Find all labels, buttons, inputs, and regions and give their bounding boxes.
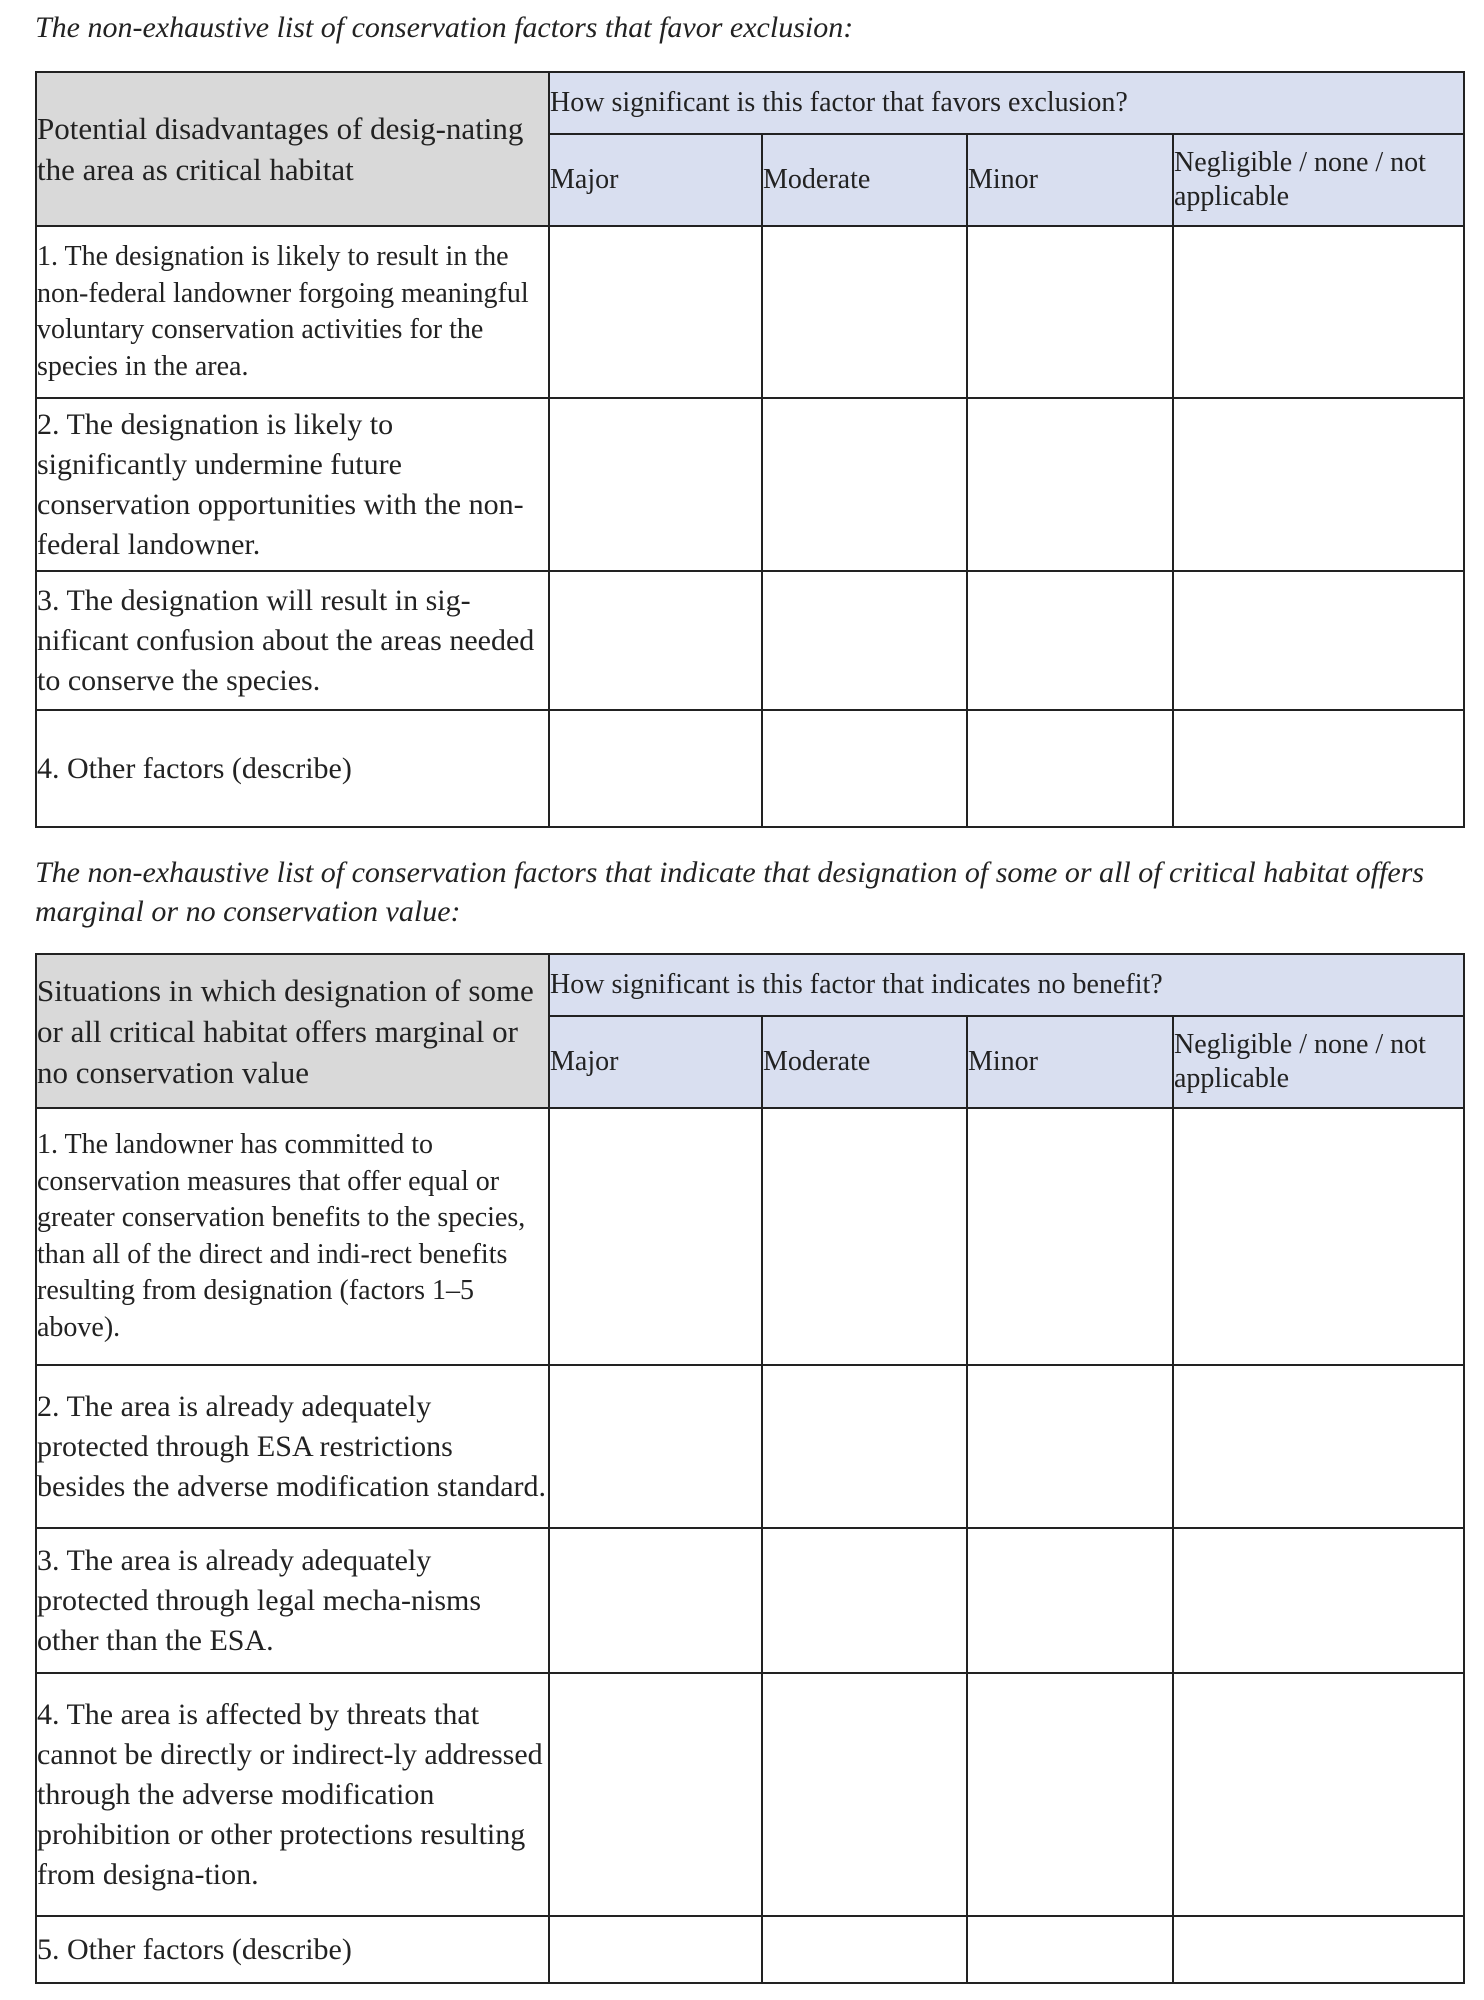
rating-cell-moderate[interactable]	[762, 398, 967, 571]
rating-cell-moderate[interactable]	[762, 1528, 967, 1673]
rating-cell-moderate[interactable]	[762, 1916, 967, 1983]
rating-cell-negligible[interactable]	[1173, 1916, 1464, 1983]
column-moderate: Moderate	[762, 134, 967, 226]
rating-cell-negligible[interactable]	[1173, 710, 1464, 827]
rating-cell-negligible[interactable]	[1173, 1108, 1464, 1365]
exclusion-factors-table	[35, 71, 1465, 828]
factor-label: 3. The designation will result in sig-nificant confusion about the areas needed to conserve the species.	[36, 571, 549, 710]
no-value-caption: The non-exhaustive list of conservation factors that indicate that designation of some or all of critical habitat offers marginal or no conservation value:	[35, 856, 1425, 928]
column-minor: Minor	[967, 1016, 1173, 1108]
rating-cell-minor[interactable]	[967, 1528, 1173, 1673]
factor-label: 2. The area is already adequately protected through ESA restrictions besides the adverse modification standard.	[36, 1365, 549, 1528]
significance-question: How significant is this factor that indicates no benefit?	[549, 954, 1464, 1016]
table-row	[36, 1528, 1464, 1673]
rating-cell-minor[interactable]	[967, 571, 1173, 710]
rating-cell-minor[interactable]	[967, 226, 1173, 398]
rating-cell-major[interactable]	[549, 226, 762, 398]
rating-cell-negligible[interactable]	[1173, 226, 1464, 398]
row-header-title: Situations in which designation of some or all critical habitat offers marginal or no conservation value	[36, 954, 549, 1108]
rating-cell-minor[interactable]	[967, 710, 1173, 827]
column-minor: Minor	[967, 134, 1173, 226]
rating-cell-minor[interactable]	[967, 398, 1173, 571]
column-negligible: Negligible / none / not applicable	[1173, 1016, 1464, 1108]
column-major: Major	[549, 134, 762, 226]
rating-cell-minor[interactable]	[967, 1916, 1173, 1983]
rating-cell-major[interactable]	[549, 1916, 762, 1983]
exclusion-caption: The non-exhaustive list of conservation factors that favor exclusion:	[35, 11, 854, 44]
table-row	[36, 398, 1464, 571]
significance-question: How significant is this factor that favors exclusion?	[549, 72, 1464, 134]
rating-cell-moderate[interactable]	[762, 710, 967, 827]
rating-cell-negligible[interactable]	[1173, 398, 1464, 571]
table-row	[36, 1365, 1464, 1528]
column-major: Major	[549, 1016, 762, 1108]
no-value-factors-table	[35, 953, 1465, 1984]
rating-cell-major[interactable]	[549, 571, 762, 710]
factor-label: 2. The designation is likely to significantly undermine future conservation opportunities with the non-federal landowner.	[36, 398, 549, 571]
factor-label: 5. Other factors (describe)	[36, 1916, 549, 1983]
rating-cell-negligible[interactable]	[1173, 571, 1464, 710]
rating-cell-major[interactable]	[549, 1528, 762, 1673]
rating-cell-negligible[interactable]	[1173, 1365, 1464, 1528]
table-row	[36, 1673, 1464, 1916]
rating-cell-moderate[interactable]	[762, 226, 967, 398]
rating-cell-minor[interactable]	[967, 1108, 1173, 1365]
factor-label: 4. The area is affected by threats that cannot be directly or indirect-ly addressed through the adverse modification prohibition or other protections resulting from designa-tion.	[36, 1673, 549, 1916]
rating-cell-moderate[interactable]	[762, 1108, 967, 1365]
row-header-title: Potential disadvantages of desig-nating the area as critical habitat	[36, 72, 549, 226]
rating-cell-minor[interactable]	[967, 1673, 1173, 1916]
table-row	[36, 1916, 1464, 1983]
column-moderate: Moderate	[762, 1016, 967, 1108]
table-row	[36, 710, 1464, 827]
factor-label: 3. The area is already adequately protected through legal mecha-nisms other than the ESA.	[36, 1528, 549, 1673]
factor-label: 1. The designation is likely to result in the non-federal landowner forgoing meaningful voluntary conservation activities for the species in the area.	[36, 226, 549, 398]
rating-cell-negligible[interactable]	[1173, 1673, 1464, 1916]
rating-cell-moderate[interactable]	[762, 571, 967, 710]
rating-cell-major[interactable]	[549, 710, 762, 827]
rating-cell-major[interactable]	[549, 1365, 762, 1528]
rating-cell-major[interactable]	[549, 1673, 762, 1916]
rating-cell-moderate[interactable]	[762, 1365, 967, 1528]
rating-cell-major[interactable]	[549, 398, 762, 571]
table-row	[36, 571, 1464, 710]
factor-label: 1. The landowner has committed to conservation measures that offer equal or greater conservation benefits to the species, than all of the direct and indi-rect benefits resulting from designation (factors 1–5 above).	[36, 1108, 549, 1365]
rating-cell-negligible[interactable]	[1173, 1528, 1464, 1673]
rating-cell-minor[interactable]	[967, 1365, 1173, 1528]
factor-label: 4. Other factors (describe)	[36, 710, 549, 827]
table-header-row	[36, 72, 1464, 134]
table-header-row	[36, 954, 1464, 1016]
table-row	[36, 1108, 1464, 1365]
table-row	[36, 226, 1464, 398]
rating-cell-major[interactable]	[549, 1108, 762, 1365]
column-negligible: Negligible / none / not applicable	[1173, 134, 1464, 226]
rating-cell-moderate[interactable]	[762, 1673, 967, 1916]
